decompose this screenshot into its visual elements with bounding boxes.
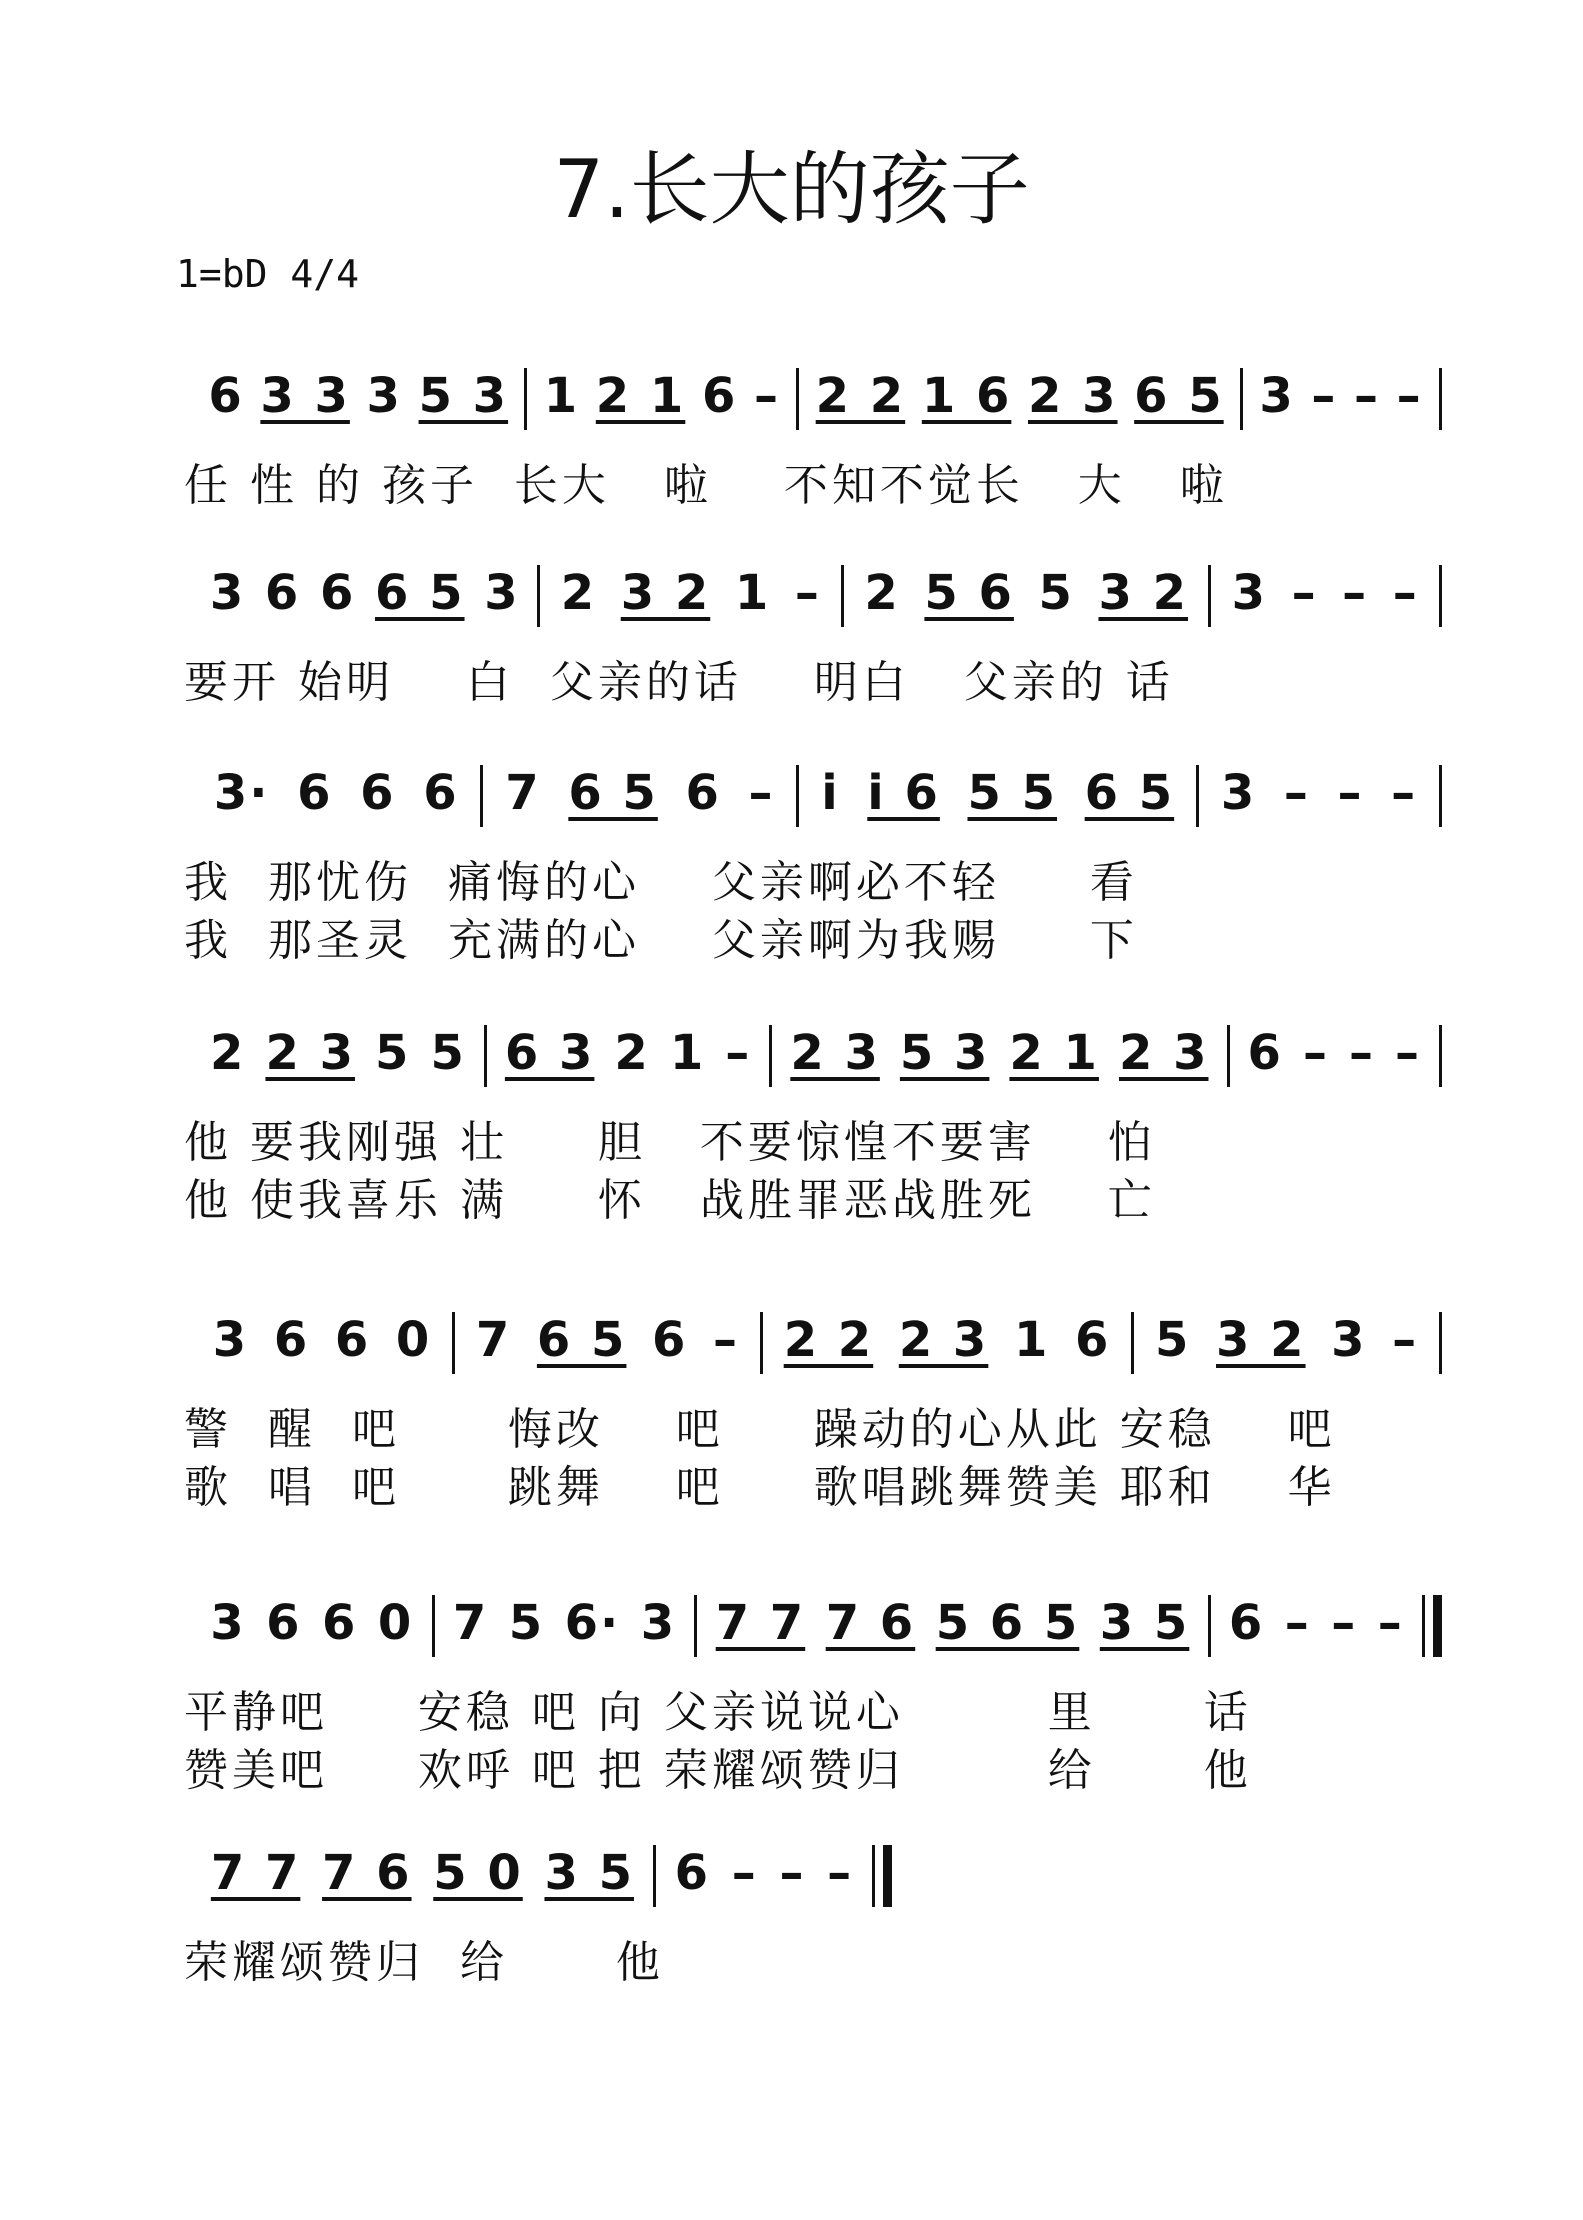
lyric-line: 我 那圣灵 充满的心 父亲啊为我赐 下 [184, 915, 1138, 966]
notation-row [192, 1595, 1442, 1665]
measure [697, 1595, 1207, 1665]
note: 7 7 [210, 1845, 301, 1901]
note: 6 5 [568, 765, 658, 821]
note: 6 5 [1134, 368, 1224, 424]
note: 6· [564, 1595, 621, 1651]
note: 2 [614, 1025, 650, 1081]
note: 5 3 [899, 1025, 990, 1081]
lyric-line: 荣耀颂赞归 给 他 [184, 1937, 664, 1988]
note: 7 6 [825, 1595, 916, 1651]
sustain-dash: – [1396, 368, 1423, 424]
sustain-dash: – [1291, 565, 1318, 621]
note: 3 3 [260, 368, 350, 424]
note: 2 1 [595, 368, 686, 424]
note: 2 3 [1027, 368, 1118, 424]
note: 6 [1228, 1595, 1265, 1651]
note: 6 [423, 765, 459, 821]
measure [1243, 368, 1439, 438]
measure [192, 368, 524, 438]
note: 6 [360, 765, 396, 821]
sustain-dash: – [754, 368, 780, 424]
sustain-dash: – [1337, 765, 1364, 821]
measure [192, 1845, 653, 1915]
note: 6 [1247, 1025, 1283, 1081]
note: 6 5 [1084, 765, 1175, 821]
note: 3 [366, 368, 402, 424]
measure [772, 1025, 1226, 1095]
note: 3 [640, 1595, 677, 1651]
thick-bar [883, 1845, 892, 1907]
note: 6 [322, 1595, 358, 1651]
barline [1439, 765, 1442, 827]
sustain-dash: – [713, 1312, 740, 1368]
thin-bar [872, 1845, 875, 1907]
measure [799, 765, 1196, 835]
note: 3 2 [620, 565, 711, 621]
note: 5 0 [433, 1845, 523, 1901]
lyric-line: 警 醒 吧 悔改 吧 躁动的心从此 安稳 吧 [184, 1404, 1336, 1455]
note: 7 [452, 1595, 489, 1651]
note: 3 [210, 1595, 246, 1651]
lyric-line: 我 那忧伤 痛悔的心 父亲啊必不轻 看 [184, 857, 1138, 908]
note: 1 [543, 368, 580, 424]
measure [763, 1312, 1131, 1382]
sustain-dash: – [1377, 1595, 1404, 1651]
note: 3 [1331, 1312, 1367, 1368]
note: 2 3 [1118, 1025, 1209, 1081]
sustain-dash: – [827, 1845, 854, 1901]
notation-row [192, 565, 1442, 635]
note: 2 [864, 565, 900, 621]
note: 3 5 [544, 1845, 634, 1901]
note: 6 [273, 1312, 310, 1368]
sustain-dash: – [1284, 1595, 1311, 1651]
note: 1 [734, 565, 771, 621]
note: i [821, 765, 840, 821]
measure [799, 368, 1240, 438]
sustain-dash: – [1354, 368, 1381, 424]
lyric-line: 歌 唱 吧 跳舞 吧 歌唱跳舞赞美 耶和 华 [184, 1462, 1336, 1513]
notation-row [192, 1845, 892, 1915]
measure [1134, 1312, 1439, 1382]
note: 6 [652, 1312, 688, 1368]
sustain-dash: – [748, 765, 775, 821]
note: 2 [560, 565, 597, 621]
note: 3· [213, 765, 270, 821]
note: 3 5 [1099, 1595, 1190, 1651]
note: 3 [209, 565, 246, 621]
note: 3 [1231, 565, 1267, 621]
note: 6 [674, 1845, 711, 1901]
note: 6 [334, 1312, 371, 1368]
key-signature: 1=bD 4/4 [176, 252, 360, 296]
note: 2 2 [783, 1312, 874, 1368]
sustain-dash: – [1395, 1025, 1422, 1081]
barline [1439, 368, 1442, 430]
note: 1 6 [921, 368, 1012, 424]
note: 7 [475, 1312, 512, 1368]
notation-row [192, 1312, 1442, 1382]
sustain-dash: – [731, 1845, 758, 1901]
sustain-dash: – [1391, 765, 1418, 821]
measure [540, 565, 841, 635]
note: 2 [210, 1025, 246, 1081]
final-barline [1422, 1595, 1442, 1657]
measure [1211, 1595, 1422, 1665]
note: 3 [1259, 368, 1295, 424]
sustain-dash: – [725, 1025, 752, 1081]
barline [1439, 565, 1442, 627]
note: 6 [266, 1595, 302, 1651]
note: 5 [1038, 565, 1074, 621]
sustain-dash: – [794, 565, 821, 621]
measure [1230, 1025, 1440, 1095]
measure [192, 1595, 432, 1665]
note: 3 [484, 565, 520, 621]
note: 0 [395, 1312, 432, 1368]
note: 7 6 [322, 1845, 412, 1901]
measure [192, 1312, 452, 1382]
sustain-dash: – [1331, 1595, 1358, 1651]
lyric-line: 他 使我喜乐 满 怀 战胜罪恶战胜死 亡 [184, 1175, 1156, 1226]
note: 6 [264, 565, 301, 621]
sustain-dash: – [1302, 1025, 1329, 1081]
notation-row [192, 765, 1442, 835]
note: 3 [1220, 765, 1257, 821]
note: 6 3 [504, 1025, 595, 1081]
note: 5 6 [924, 565, 1014, 621]
measure [435, 1595, 695, 1665]
thick-bar [1433, 1595, 1442, 1657]
note: 5 [430, 1025, 466, 1081]
measure [487, 1025, 769, 1095]
sustain-dash: – [779, 1845, 806, 1901]
note: 6 [685, 765, 721, 821]
note: 1 [1013, 1312, 1050, 1368]
lyric-line: 要开 始明 白 父亲的话 明白 父亲的 话 [184, 657, 1174, 708]
lyric-line: 赞美吧 欢呼 吧 把 荣耀颂赞归 给 他 [184, 1745, 1252, 1796]
measure [527, 368, 796, 438]
note: 2 1 [1009, 1025, 1099, 1081]
measure [192, 565, 537, 635]
measure [192, 1025, 484, 1095]
note: 6 5 [375, 565, 465, 621]
note: 2 3 [790, 1025, 880, 1081]
note: 6 [319, 565, 356, 621]
barline [1439, 1312, 1442, 1374]
measure [844, 565, 1208, 635]
measure [483, 765, 796, 835]
measure [1199, 765, 1439, 835]
note: 3 2 [1098, 565, 1188, 621]
sustain-dash: – [1392, 1312, 1419, 1368]
final-barline [872, 1845, 892, 1907]
note: 6 [297, 765, 333, 821]
measure [656, 1845, 872, 1915]
sustain-dash: – [1342, 565, 1369, 621]
note: 7 [505, 765, 541, 821]
sustain-dash: – [1283, 765, 1310, 821]
barline [1439, 1025, 1442, 1087]
sustain-dash: – [1311, 368, 1338, 424]
note: 5 5 [967, 765, 1057, 821]
note: 2 2 [815, 368, 906, 424]
note: 7 7 [715, 1595, 806, 1651]
note: 2 3 [265, 1025, 355, 1081]
sustain-dash: – [1348, 1025, 1375, 1081]
note: 0 [377, 1595, 414, 1651]
sustain-dash: – [1392, 565, 1419, 621]
note: 6 [701, 368, 738, 424]
lyric-line: 他 要我刚强 壮 胆 不要惊惶不要害 怕 [184, 1117, 1156, 1168]
notation-row [192, 1025, 1442, 1095]
lyric-line: 平静吧 安稳 吧 向 父亲说说心 里 话 [184, 1687, 1252, 1738]
note: 6 5 [536, 1312, 627, 1368]
thin-bar [1422, 1595, 1425, 1657]
note: i 6 [867, 765, 940, 821]
lyric-line: 任 性 的 孩子 长大 啦 不知不觉长 大 啦 [184, 460, 1228, 511]
measure [1211, 565, 1439, 635]
measure [455, 1312, 760, 1382]
note: 5 [508, 1595, 545, 1651]
note: 5 6 5 [935, 1595, 1080, 1651]
note: 3 2 [1216, 1312, 1306, 1368]
note: 5 3 [418, 368, 509, 424]
note: 6 [208, 368, 244, 424]
note: 2 3 [898, 1312, 989, 1368]
song-title: 7.长大的孩子 [553, 143, 1030, 236]
notation-row [192, 368, 1442, 438]
note: 3 [212, 1312, 249, 1368]
note: 1 [669, 1025, 706, 1081]
note: 5 [375, 1025, 411, 1081]
note: 6 [1074, 1312, 1111, 1368]
note: 5 [1155, 1312, 1191, 1368]
measure [192, 765, 480, 835]
